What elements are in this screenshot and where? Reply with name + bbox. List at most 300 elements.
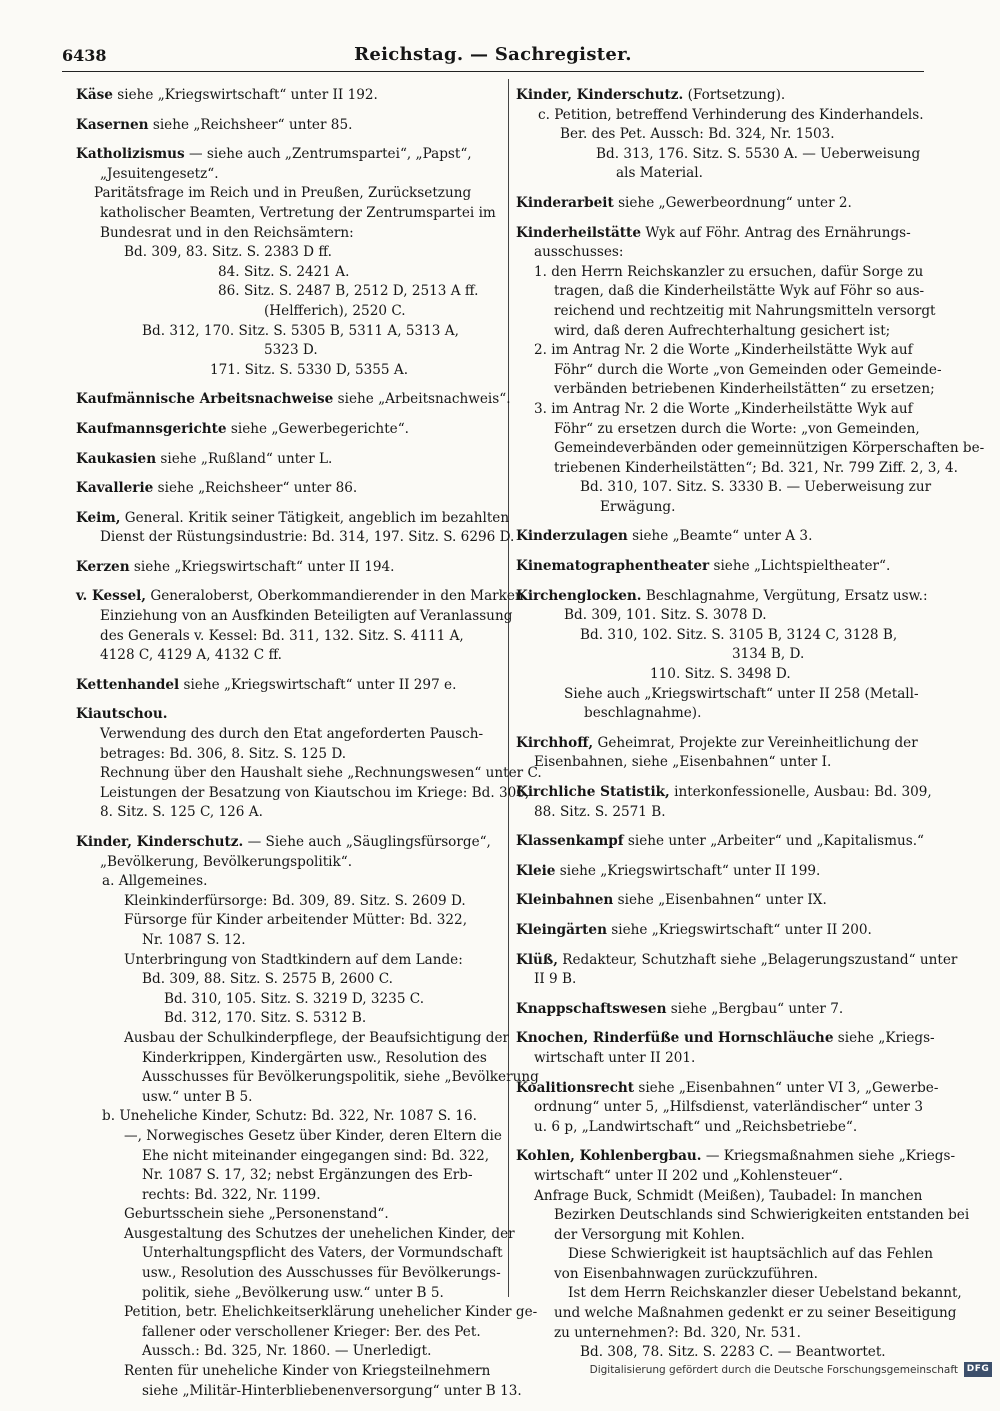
entry-text: fallener oder verschollener Krieger: Ber. des Pet. (142, 1323, 481, 1340)
entry-line (76, 302, 500, 322)
entry-text: 171. Sitz. S. 5330 D, 5355 A. (210, 361, 409, 378)
entry-text: Nr. 1087 S. 17, 32; nebst Ergänzungen des Erb- (142, 1167, 473, 1184)
entry-headword: Kinderarbeit (516, 194, 614, 211)
entry-line (516, 1304, 957, 1324)
entry-line (76, 558, 500, 578)
entry-line (516, 803, 932, 823)
entry-text: „Bevölkerung, Bevölkerungspolitik“. (100, 853, 353, 870)
entry-text: Leistungen der Besatzung von Kiautschou im Kriege: Bd. 306, (100, 784, 530, 801)
entry-text: 4128 C, 4129 A, 4132 C ff. (100, 647, 282, 664)
entry-text: siehe „Reichsheer“ unter 85. (148, 116, 353, 133)
entry-text: Föhr“ durch die Worte „von Gemeinden oder Gemeinde- (554, 361, 942, 378)
entry-text: Fürsorge für Kinder arbeitender Mütter: Bd. 322, (124, 912, 468, 929)
entry-line (76, 509, 510, 529)
entry-line (76, 479, 500, 499)
entry-line (76, 1362, 500, 1382)
entry-text: Einziehung von an Ausfkinden Beteiligten auf Veranlassung (100, 608, 513, 625)
entry-line (516, 891, 932, 911)
entry-text: siehe „Kriegswirtschaft“ unter II 192. (112, 87, 378, 103)
entry-line (76, 931, 500, 951)
entry-line (516, 685, 932, 705)
entry-line (516, 527, 932, 547)
entry-text: Diese Schwierigkeit ist hauptsächlich auf das Fehlen (568, 1246, 933, 1263)
entry-line (76, 361, 500, 381)
entry-line (76, 282, 500, 302)
entry-line (76, 607, 513, 627)
entry-line (76, 145, 500, 165)
entry-line (516, 106, 932, 126)
entry-text: siehe „Bergbau“ unter 7. (666, 1000, 844, 1017)
entry-line (76, 705, 500, 725)
entry-text: u. 6 p, „Landwirtschaft“ und „Reichsbetriebe“. (534, 1118, 858, 1135)
entry-headword: Kinder, Kinderschutz. (516, 87, 684, 103)
entry-text: politik, siehe „Bevölkerung usw.“ unter B 5. (142, 1284, 444, 1301)
entry-line (516, 322, 932, 342)
entry-line (76, 1029, 510, 1049)
entry-headword: Kinderheilstätte (516, 224, 641, 241)
entry-line (516, 587, 932, 607)
entry-line (516, 194, 932, 214)
entry-text: (Helfferich), 2520 C. (264, 302, 406, 319)
entry-line (516, 862, 932, 882)
entry-line (76, 1323, 500, 1343)
entry-text: siehe „Militär-Hinterbliebenenversorgung“ unter B 13. (142, 1382, 522, 1399)
entry-line (516, 341, 932, 361)
entry-line (516, 164, 932, 184)
index-entry (76, 420, 500, 440)
entry-headword: Kasernen (76, 116, 149, 133)
entry-text: Nr. 1087 S. 12. (142, 931, 246, 948)
entry-line (76, 224, 500, 244)
entry-headword: Kleingärten (516, 921, 607, 938)
entry-text: interkonfessionelle, Ausbau: Bd. 309, (669, 784, 932, 800)
entry-text: — Siehe auch „Säuglingsfürsorge“, (243, 834, 491, 850)
entry-text: 86. Sitz. S. 2487 B, 2512 D, 2513 A ff. (218, 283, 479, 300)
entry-line (76, 970, 500, 990)
index-entry (516, 557, 932, 577)
entry-line (516, 606, 932, 626)
entry-headword: Kaufmannsgerichte (76, 420, 227, 437)
entry-text: siehe „Beamte“ unter A 3. (627, 528, 813, 545)
entry-headword: v. Kessel, (76, 588, 147, 605)
entry-line (516, 1167, 932, 1187)
entry-text: Bd. 313, 176. Sitz. S. 5530 A. — Ueberweisung (596, 145, 921, 162)
entry-line (76, 341, 500, 361)
entry-text: rechts: Bd. 322, Nr. 1199. (142, 1186, 321, 1203)
entry-text: Föhr“ zu ersetzen durch die Worte: „von Gemeinden, (554, 420, 920, 437)
entry-line (516, 302, 936, 322)
entry-text: Bd. 312, 170. Sitz. S. 5305 B, 5311 A, 5313 A, (142, 322, 459, 339)
entry-text: c. Petition, betreffend Verhinderung des Kinderhandels. (538, 106, 924, 123)
entry-text: Bd. 310, 107. Sitz. S. 3330 B. — Ueberweisung zur (580, 479, 932, 496)
entry-text: Bd. 312, 170. Sitz. S. 5312 B. (164, 1010, 367, 1027)
entry-line (516, 665, 932, 685)
entry-line (76, 1068, 539, 1088)
entry-headword: Kettenhandel (76, 676, 180, 693)
entry-line (516, 1343, 932, 1363)
entry-line (76, 184, 500, 204)
entry-headword: Kohlen, Kohlenbergbau. (516, 1148, 702, 1165)
entry-line (76, 1186, 500, 1206)
entry-text: Unterhaltungspflicht des Vaters, der Vormundschaft (142, 1245, 503, 1262)
entry-text: beschlagnahme). (584, 705, 702, 722)
footer (590, 1362, 992, 1377)
entry-headword: Kinderzulagen (516, 528, 628, 545)
entry-text: siehe „Eisenbahnen“ unter VI 3, „Gewerbe- (634, 1079, 939, 1096)
index-entry (76, 145, 500, 380)
entry-line (76, 853, 500, 873)
entry-line (516, 1265, 932, 1285)
entry-line (76, 646, 500, 666)
entry-headword: Kleie (516, 862, 556, 879)
index-entry (516, 194, 932, 214)
entry-text: siehe „Kriegswirtschaft“ unter II 200. (606, 921, 872, 938)
entry-text: siehe unter „Arbeiter“ und „Kapitalismus.“ (623, 833, 924, 850)
entry-text: ausschusses: (534, 244, 624, 261)
entry-text: Siehe auch „Kriegswirtschaft“ unter II 258 (Metall- (564, 685, 919, 702)
entry-line (76, 450, 500, 470)
entry-text: Beschlagnahme, Vergütung, Ersatz usw.: (641, 587, 928, 604)
funding-note: Digitalisierung gefördert durch die Deutsche Forschungsgemeinschaft (589, 1363, 958, 1376)
entry-line (76, 1342, 500, 1362)
entry-line (76, 390, 511, 410)
entry-headword: Kirchhoff, (516, 734, 594, 751)
running-head: Reichstag. — Sachregister. (354, 44, 632, 65)
entry-text: Bd. 308, 78. Sitz. S. 2283 C. — Beantwortet. (580, 1344, 886, 1361)
index-entry (76, 558, 500, 578)
entry-line (516, 783, 932, 803)
entry-text: Renten für uneheliche Kinder von Kriegsteilnehmern (124, 1363, 491, 1380)
entry-line (76, 1166, 500, 1186)
entry-text: Bd. 310, 102. Sitz. S. 3105 B, 3124 C, 3128 B, (580, 626, 898, 643)
entry-line (516, 86, 932, 106)
entry-text: Erwägung. (600, 498, 676, 515)
entry-text: Unterbringung von Stadtkindern auf dem Lande: (124, 951, 463, 968)
entry-text: der Versorgung mit Kohlen. (554, 1226, 745, 1243)
entry-line (516, 704, 932, 724)
index-entry (516, 224, 985, 518)
entry-headword: Knappschaftswesen (516, 1000, 667, 1017)
index-entry (76, 86, 500, 106)
entry-headword: Katholizismus (76, 146, 185, 163)
entry-line (76, 204, 500, 224)
entry-line (516, 1049, 932, 1069)
entry-headword: Klassenkampf (516, 833, 624, 850)
entry-line (76, 745, 500, 765)
entry-line (516, 380, 935, 400)
entry-headword: Kirchenglocken. (516, 587, 642, 604)
entry-line (76, 676, 500, 696)
entry-line (516, 400, 932, 420)
column-divider (508, 79, 509, 1297)
entry-line (516, 1187, 932, 1207)
entry-line (76, 1264, 500, 1284)
entry-line (516, 1118, 932, 1138)
entry-line (76, 1284, 500, 1304)
entry-line (76, 911, 500, 931)
entry-line (516, 1079, 939, 1099)
entry-text: Bezirken Deutschlands sind Schwierigkeiten entstanden bei (554, 1207, 970, 1224)
entry-text: triebenen Kinderheilstätten“; Bd. 321, Nr. 799 Ziff. 2, 3, 4. (554, 459, 958, 476)
entry-line (516, 921, 932, 941)
index-entry (516, 1147, 970, 1363)
entry-text: 5323 D. (264, 342, 318, 359)
entry-line (76, 243, 500, 263)
entry-headword: Kavallerie (76, 480, 154, 497)
entry-line (76, 872, 500, 892)
entry-headword: Kerzen (76, 558, 130, 575)
entry-headword: Kinematographentheater (516, 558, 710, 575)
entry-line (76, 892, 500, 912)
entry-line (516, 1029, 935, 1049)
entry-line (76, 627, 500, 647)
entry-text: (Fortsetzung). (683, 87, 786, 103)
entry-line (76, 764, 542, 784)
entry-text: b. Uneheliche Kinder, Schutz: Bd. 322, Nr. 1087 S. 16. (102, 1108, 477, 1125)
entry-text: betrages: Bd. 306, 8. Sitz. S. 125 D. (100, 745, 347, 762)
entry-text: siehe „Reichsheer“ unter 86. (153, 480, 358, 497)
entry-line (76, 420, 500, 440)
index-entry (516, 1000, 932, 1020)
entry-text: a. Allgemeines. (102, 873, 208, 890)
index-entry (76, 509, 515, 548)
entry-line (516, 1147, 956, 1167)
entry-text: siehe „Kriegswirtschaft“ unter II 297 e. (179, 676, 457, 693)
entry-line (516, 1245, 932, 1265)
entry-text: siehe „Kriegs- (833, 1030, 935, 1047)
entry-text: General. Kritik seiner Tätigkeit, angeblich im bezahlten (120, 509, 510, 526)
entry-line (76, 1088, 500, 1108)
entry-text: siehe „Gewerbegerichte“. (226, 420, 409, 437)
entry-line (516, 361, 942, 381)
entry-text: zu unternehmen?: Bd. 320, Nr. 531. (554, 1324, 801, 1341)
entry-line (76, 784, 530, 804)
index-entry (516, 862, 932, 882)
index-entry (516, 832, 932, 852)
entry-text: — siehe auch „Zentrumspartei“, „Papst“, (184, 146, 472, 163)
entry-text: Dienst der Rüstungsindustrie: Bd. 314, 197. Sitz. S. 6296 D. (100, 529, 515, 546)
entry-headword: Kaukasien (76, 450, 157, 467)
entry-text: siehe „Kriegswirtschaft“ unter II 194. (129, 558, 395, 575)
entry-text: wirtschaft“ unter II 202 und „Kohlensteuer“. (534, 1167, 843, 1184)
entry-text: siehe „Kriegswirtschaft“ unter II 199. (555, 862, 821, 879)
entry-text: wird, daß deren Aufrechterhaltung gesichert ist; (554, 322, 891, 339)
entry-text: Ehe nicht miteinander eingegangen sind: Bd. 322, (142, 1147, 490, 1164)
entry-line (76, 528, 515, 548)
index-entry (76, 587, 529, 665)
entry-text: katholischer Beamten, Vertretung der Zentrumspartei im (100, 204, 496, 221)
entry-headword: Käse (76, 87, 113, 103)
entry-text: 110. Sitz. S. 3498 D. (650, 666, 791, 683)
entry-line (76, 1303, 538, 1323)
entry-line (76, 1205, 500, 1225)
entry-line (76, 263, 500, 283)
entry-text: ordnung“ unter 5, „Hilfsdienst, vaterländischer“ unter 3 (534, 1099, 923, 1116)
entry-text: 88. Sitz. S. 2571 B. (534, 803, 666, 820)
index-entry (76, 676, 500, 696)
entry-text: Ausbau der Schulkinderpflege, der Beaufsichtigung der (124, 1029, 510, 1046)
index-entry (516, 891, 932, 911)
entry-text: Ber. des Pet. Aussch: Bd. 324, Nr. 1503. (560, 126, 835, 143)
entry-text: II 9 B. (534, 971, 577, 988)
entry-text: Kleinkinderfürsorge: Bd. 309, 89. Sitz. S. 2609 D. (124, 892, 466, 909)
entry-line (516, 1324, 932, 1344)
entry-line (516, 1226, 932, 1246)
entry-text: Kinderkrippen, Kindergärten usw., Resolution des (142, 1049, 487, 1066)
entry-text: usw., Resolution des Ausschusses für Bevölkerungs- (142, 1265, 501, 1282)
entry-line (76, 322, 500, 342)
entry-line (516, 1206, 970, 1226)
entry-text: 1. den Herrn Reichskanzler zu ersuchen, dafür Sorge zu (534, 263, 924, 280)
index-entry (516, 587, 932, 724)
entry-text: des Generals v. Kessel: Bd. 311, 132. Sitz. S. 4111 A, (100, 627, 464, 644)
entry-line (516, 1098, 932, 1118)
entry-line (516, 1000, 932, 1020)
entry-headword: Knochen, Rinderfüße und Hornschläuche (516, 1030, 834, 1047)
entry-text: tragen, daß die Kinderheilstätte Wyk auf Föhr so aus- (554, 283, 925, 300)
entry-line (516, 243, 932, 263)
entry-line (76, 803, 500, 823)
page-number: 6438 (62, 46, 107, 65)
entry-text: Anfrage Buck, Schmidt (Meißen), Taubadel: In manchen (534, 1187, 923, 1204)
entry-text: siehe „Gewerbeordnung“ unter 2. (613, 194, 852, 211)
entry-line (516, 557, 932, 577)
index-entry (516, 1079, 939, 1138)
entry-headword: Kaufmännische Arbeitsnachweise (76, 391, 334, 408)
entry-headword: Kleinbahnen (516, 892, 614, 909)
entry-text: Generaloberst, Oberkommandierender in den Marken. (146, 588, 529, 605)
entry-line (516, 753, 932, 773)
entry-text: wirtschaft unter II 201. (534, 1049, 696, 1066)
entry-line (76, 1244, 503, 1264)
entry-text: Bd. 309, 101. Sitz. S. 3078 D. (564, 607, 767, 624)
entry-line (76, 86, 500, 106)
index-entry (516, 734, 932, 773)
entry-line (76, 990, 500, 1010)
entry-text: siehe „Rußland“ unter L. (156, 450, 333, 467)
entry-text: Paritätsfrage im Reich und in Preußen, Zurücksetzung (94, 185, 472, 202)
index-entry (516, 783, 932, 822)
entry-line (516, 478, 932, 498)
index-entry (516, 921, 932, 941)
entry-line (516, 498, 932, 518)
entry-text: Petition, betr. Ehelichkeitserklärung unehelicher Kinder ge- (124, 1304, 538, 1321)
page-header (62, 44, 924, 74)
entry-text: Rechnung über den Haushalt siehe „Rechnungswesen“ unter C. (100, 765, 542, 782)
entry-line (516, 459, 958, 479)
entry-text: Bundesrat und in den Reichsämtern: (100, 224, 354, 241)
index-entry (76, 450, 500, 470)
entry-text: Geburtsschein siehe „Personenstand“. (124, 1206, 389, 1223)
entry-line (76, 1009, 500, 1029)
entry-line (76, 1107, 500, 1127)
index-entry (516, 951, 958, 990)
entry-text: 84. Sitz. S. 2421 A. (218, 263, 350, 280)
entry-line (516, 263, 932, 283)
entry-text: Bd. 309, 88. Sitz. S. 2575 B, 2600 C. (142, 971, 393, 988)
entry-text: — Kriegsmaßnahmen siehe „Kriegs- (701, 1148, 956, 1165)
entry-line (76, 725, 500, 745)
entry-text: Bd. 309, 83. Sitz. S. 2383 D ff. (124, 244, 332, 261)
entry-text: „Jesuitengesetz“. (100, 165, 219, 182)
entry-headword: Keim, (76, 509, 121, 526)
entry-headword: Kiautschou. (76, 706, 168, 723)
index-entry (76, 116, 500, 136)
entry-text: Aussch.: Bd. 325, Nr. 1860. — Unerledigt. (142, 1343, 432, 1360)
entry-text: Eisenbahnen, siehe „Eisenbahnen“ unter I. (534, 754, 832, 771)
index-entry (76, 390, 511, 410)
index-entry (516, 527, 932, 547)
entry-line (516, 1284, 962, 1304)
entry-text: —, Norwegisches Gesetz über Kinder, deren Eltern die (124, 1127, 502, 1144)
entry-text: usw.“ unter B 5. (142, 1088, 253, 1105)
index-entry (76, 705, 542, 823)
entry-line (516, 224, 932, 244)
index-entry (516, 86, 932, 184)
entry-line (516, 970, 932, 990)
dfg-logo: DFG (964, 1362, 992, 1377)
entry-text: siehe „Arbeitsnachweis“. (333, 391, 511, 408)
index-entry (76, 479, 500, 499)
header-rule (62, 71, 924, 72)
entry-line (516, 645, 932, 665)
entry-line (76, 587, 529, 607)
entry-line (516, 145, 932, 165)
entry-line (76, 1382, 522, 1402)
entry-line (76, 116, 500, 136)
entry-text: verbänden betriebenen Kinderheilstätten“ zu ersetzen; (554, 381, 935, 398)
entry-line (516, 439, 985, 459)
entry-line (516, 420, 932, 440)
entry-text: als Material. (616, 165, 703, 182)
entry-line (76, 1127, 500, 1147)
entry-line (76, 1049, 500, 1069)
entry-text: Ausschusses für Bevölkerungspolitik, siehe „Bevölkerung (142, 1069, 539, 1086)
entry-line (76, 165, 500, 185)
entry-line (516, 951, 958, 971)
entry-line (516, 282, 932, 302)
entry-line (516, 125, 932, 145)
entry-line (76, 833, 500, 853)
entry-text: 8. Sitz. S. 125 C, 126 A. (100, 804, 263, 821)
entry-text: Ausgestaltung des Schutzes der unehelichen Kinder, der (124, 1225, 515, 1242)
entry-text: Wyk auf Föhr. Antrag des Ernährungs- (641, 224, 911, 241)
entry-headword: Koalitionsrecht (516, 1079, 635, 1096)
entry-headword: Kinder, Kinderschutz. (76, 834, 244, 850)
entry-text: Bd. 310, 105. Sitz. S. 3219 D, 3235 C. (164, 990, 425, 1007)
entry-line (516, 832, 932, 852)
entry-text: reichend und rechtzeitig mit Nahrungsmitteln versorgt (554, 302, 936, 319)
entry-line (76, 1225, 515, 1245)
entry-text: und welche Maßnahmen gedenkt er zu seiner Beseitigung (554, 1305, 957, 1322)
entry-text: Verwendung des durch den Etat angeforderten Pausch- (100, 726, 484, 743)
entry-text: Geheimrat, Projekte zur Vereinheitlichung der (593, 734, 918, 751)
entry-text: Ist dem Herrn Reichskanzler dieser Uebelstand bekannt, (568, 1285, 962, 1302)
entry-line (516, 734, 932, 754)
entry-text: Redakteur, Schutzhaft siehe „Belagerungszustand“ unter (557, 951, 958, 968)
entry-headword: Klüß, (516, 951, 558, 968)
entry-text: siehe „Eisenbahnen“ unter IX. (613, 892, 827, 909)
entry-line (516, 626, 932, 646)
entry-text: 2. im Antrag Nr. 2 die Worte „Kinderheilstätte Wyk auf (534, 342, 913, 359)
entry-text: Gemeindeverbänden oder gemeinnützigen Körperschaften be- (554, 440, 985, 457)
entry-text: 3. im Antrag Nr. 2 die Worte „Kinderheilstätte Wyk auf (534, 400, 913, 417)
entry-line (76, 951, 500, 971)
entry-headword: Kirchliche Statistik, (516, 784, 670, 800)
entry-text: 3134 B, D. (732, 646, 805, 663)
entry-line (76, 1147, 500, 1167)
entry-text: siehe „Lichtspieltheater“. (709, 558, 891, 575)
